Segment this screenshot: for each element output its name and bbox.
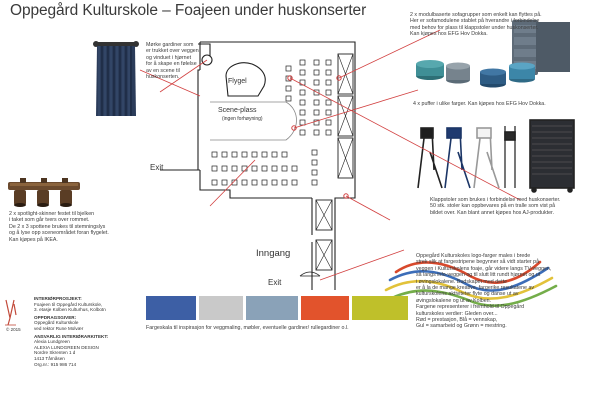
swatch-blue (146, 296, 196, 320)
exit-left-label: Exit (150, 163, 164, 172)
stage-label: Scene-plass (218, 107, 257, 114)
flygel-label: Flygel (228, 78, 247, 85)
logo-mark (5, 300, 16, 325)
sofa-note: 2 x modulbaserte sofagrupper som enkelt kan flyttes på. Her er sofamodulene stablet på hverandre i forbindelse med behov for plass til klappstoler under huskonserter. Kan kjøpes hos EFG Hov Dokka. (410, 12, 542, 38)
exit-bottom-label: Exit (268, 278, 282, 287)
info-line: 1413 Tårnåsen (34, 355, 65, 361)
stage-sublabel: (ingen forhøyning) (222, 116, 263, 122)
info-heading-architect: ANSVARLIG INTERIØRARKITEKT: (34, 333, 109, 339)
info-line: Alexia Lundgreen (34, 339, 70, 345)
pouf-photo (416, 60, 535, 88)
spotlight-note: 2 x spotlight-skinner festet til bjelken i taket som går tvers over rommet. De 2 x 3 spottene brukes til stemningslys og å lyse opp sceneområdet foran flygelet. Kan kjøpes på IKEA. (9, 211, 109, 243)
info-line: Oppegård Kulturskole (34, 320, 79, 326)
swatch-olive (352, 296, 408, 320)
swatch-orange (301, 296, 349, 320)
info-line: Foajeen til Oppegård Kulturskole, (34, 301, 103, 307)
info-heading-client: OPPDRAGSGIVER: (34, 314, 77, 320)
curtain-note: Mørke gardiner som er trukket over veggen og vinduet i hjørnet for å skape en følelse av en scene til huskonserten. (146, 42, 199, 81)
info-line: 3. etasje Kolben Kulturhus, Kolbotn (34, 307, 106, 313)
logo-colors-note: Oppegård Kulturskoles logo-farger males i brede strek slik at fargestripene begynner så vidt starter på veggen i Kulturskolens foaje, går videre langs TV-veggen, så langs info-veggen og til slutt litt rundt hjørnet og ut i øvingslokalene. Budskapet med dette er å la de mange kreative, fargerike resultatene av kulturskolens aktiviteter flyte og danse ut av øvingslokalene og ut av Kolben. Fargene representerer i fremhold til Oppegård kulturskoles verdier: Gleden over... Rød = prestasjon, Blå = vennskap, Gul = samarbeid og Grønn = mestring. (416, 253, 552, 330)
entrance-label: Inngang (256, 248, 291, 259)
page-title: Oppegård Kulturskole – Foajeen under huskonserter (10, 2, 367, 19)
chairs-note: Klappstoler som brukes i forbindelse med huskonserter. 50 stk. stoler kan oppbevares på en tralle som vist på bildet over. Kan blant annet kjøpes hos AJ-produkter. (430, 197, 561, 216)
info-line: ved rektor Rune Molvær (34, 325, 84, 331)
info-line: ALEXIA LUNDGREEN DESIGN (34, 344, 99, 350)
project-info (34, 296, 144, 367)
swatch-grey (199, 296, 243, 320)
info-heading-project: INTERIØRPROSJEKT: (34, 296, 82, 301)
spotlight-photo (8, 178, 80, 207)
info-line: Nordre Skrenten 1 d (34, 350, 76, 356)
chairs-photo (418, 120, 574, 192)
info-line: Org.nr.: 915 986 714 (34, 361, 77, 367)
copyright: © 2015 (6, 327, 21, 332)
curtain-photo (93, 41, 139, 116)
swatch-caption: Fargeskala til inspirasjon for veggmaling, møbler, eventuelle gardiner/ rullegardiner o.l. (146, 325, 349, 331)
pouf-note: 4 x puffer i ulike farger. Kan kjøpes hos EFG Hov Dokka. (413, 101, 546, 107)
swatch-steel (246, 296, 298, 320)
